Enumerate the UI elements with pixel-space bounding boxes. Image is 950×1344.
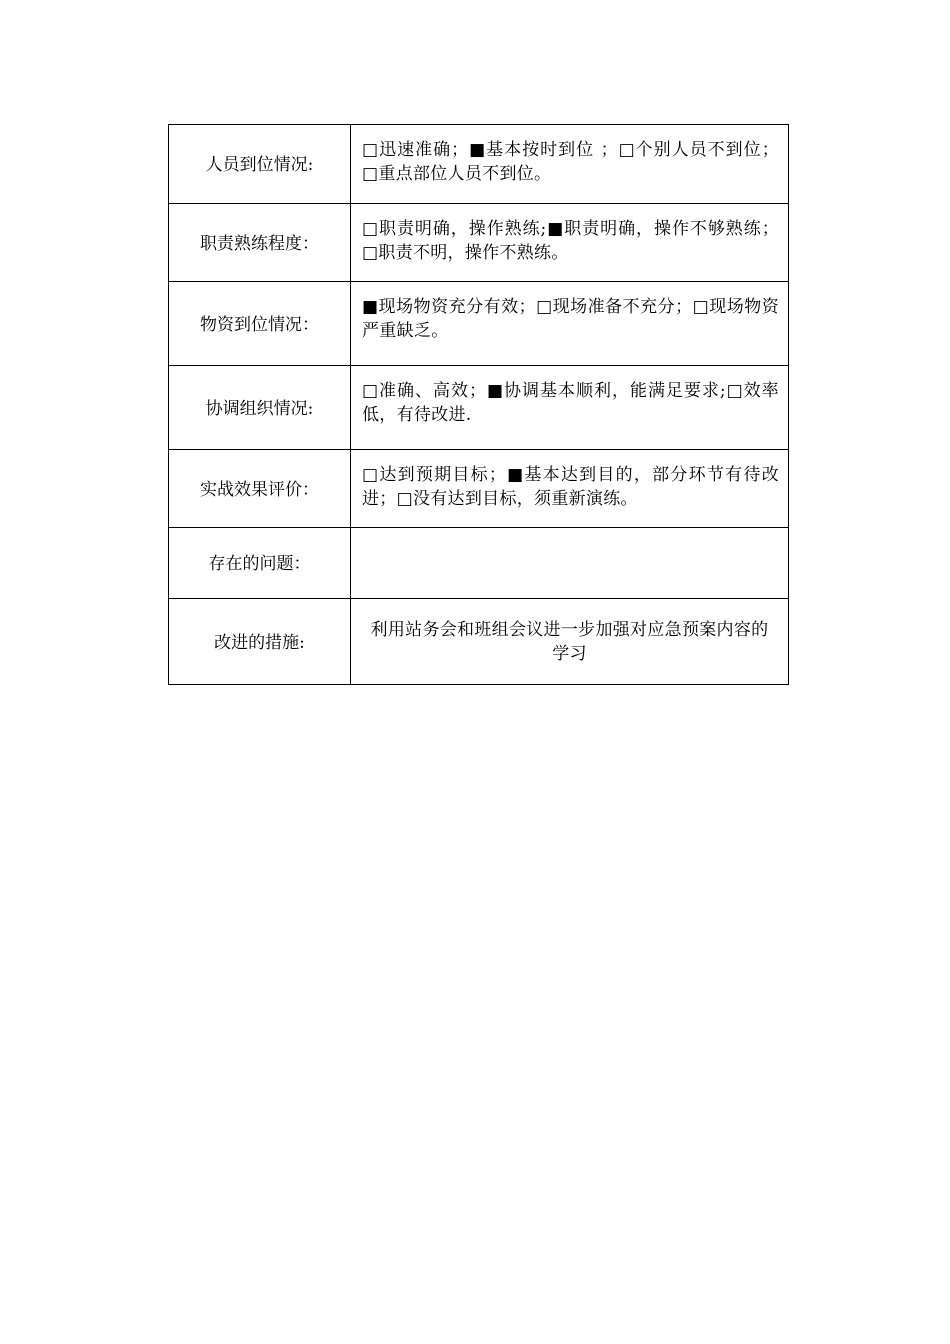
row-label-cell (169, 366, 351, 450)
row-label: 物资到位情况： (200, 314, 319, 335)
table-row (169, 125, 789, 204)
row-label: 协调组织情况: (205, 398, 314, 419)
row-value-cell: ■现场物资充分有效；□现场准备不充分；□现场物资严重缺乏。 (351, 282, 789, 366)
row-label-cell (169, 528, 351, 599)
row-label-cell (169, 599, 351, 685)
row-label: 职责熟练程度： (200, 233, 319, 254)
drill-evaluation-table (168, 124, 789, 685)
row-label: 存在的问题： (208, 554, 311, 574)
row-value-cell (351, 528, 789, 599)
row-label: 人员到位情况: (205, 155, 314, 175)
table-row (169, 599, 789, 685)
table-row (169, 204, 789, 282)
table-row (169, 450, 789, 528)
row-label-cell (169, 450, 351, 528)
row-value-cell: 利用站务会和班组会议进一步加强对应急预案内容的学习 (351, 599, 789, 685)
row-value-cell: □迅速准确；■基本按时到位 ；□个别人员不到位；□重点部位人员不到位。 (351, 125, 789, 204)
row-label-cell (169, 125, 351, 204)
row-label-cell (169, 282, 351, 366)
row-label-cell (169, 204, 351, 282)
table-row (169, 366, 789, 450)
row-value-cell: □准确、高效；■协调基本顺利，能满足要求;□效率低，有待改进. (351, 366, 789, 450)
table-row (169, 528, 789, 599)
table-row (169, 282, 789, 366)
row-label: 改进的措施: (214, 632, 305, 653)
row-value-cell: □职责明确，操作熟练;■职责明确，操作不够熟练；□职责不明，操作不熟练。 (351, 204, 789, 282)
row-label: 实战效果评价： (200, 479, 319, 500)
row-value-cell: □达到预期目标；■基本达到目的，部分环节有待改进；□没有达到目标，须重新演练。 (351, 450, 789, 528)
